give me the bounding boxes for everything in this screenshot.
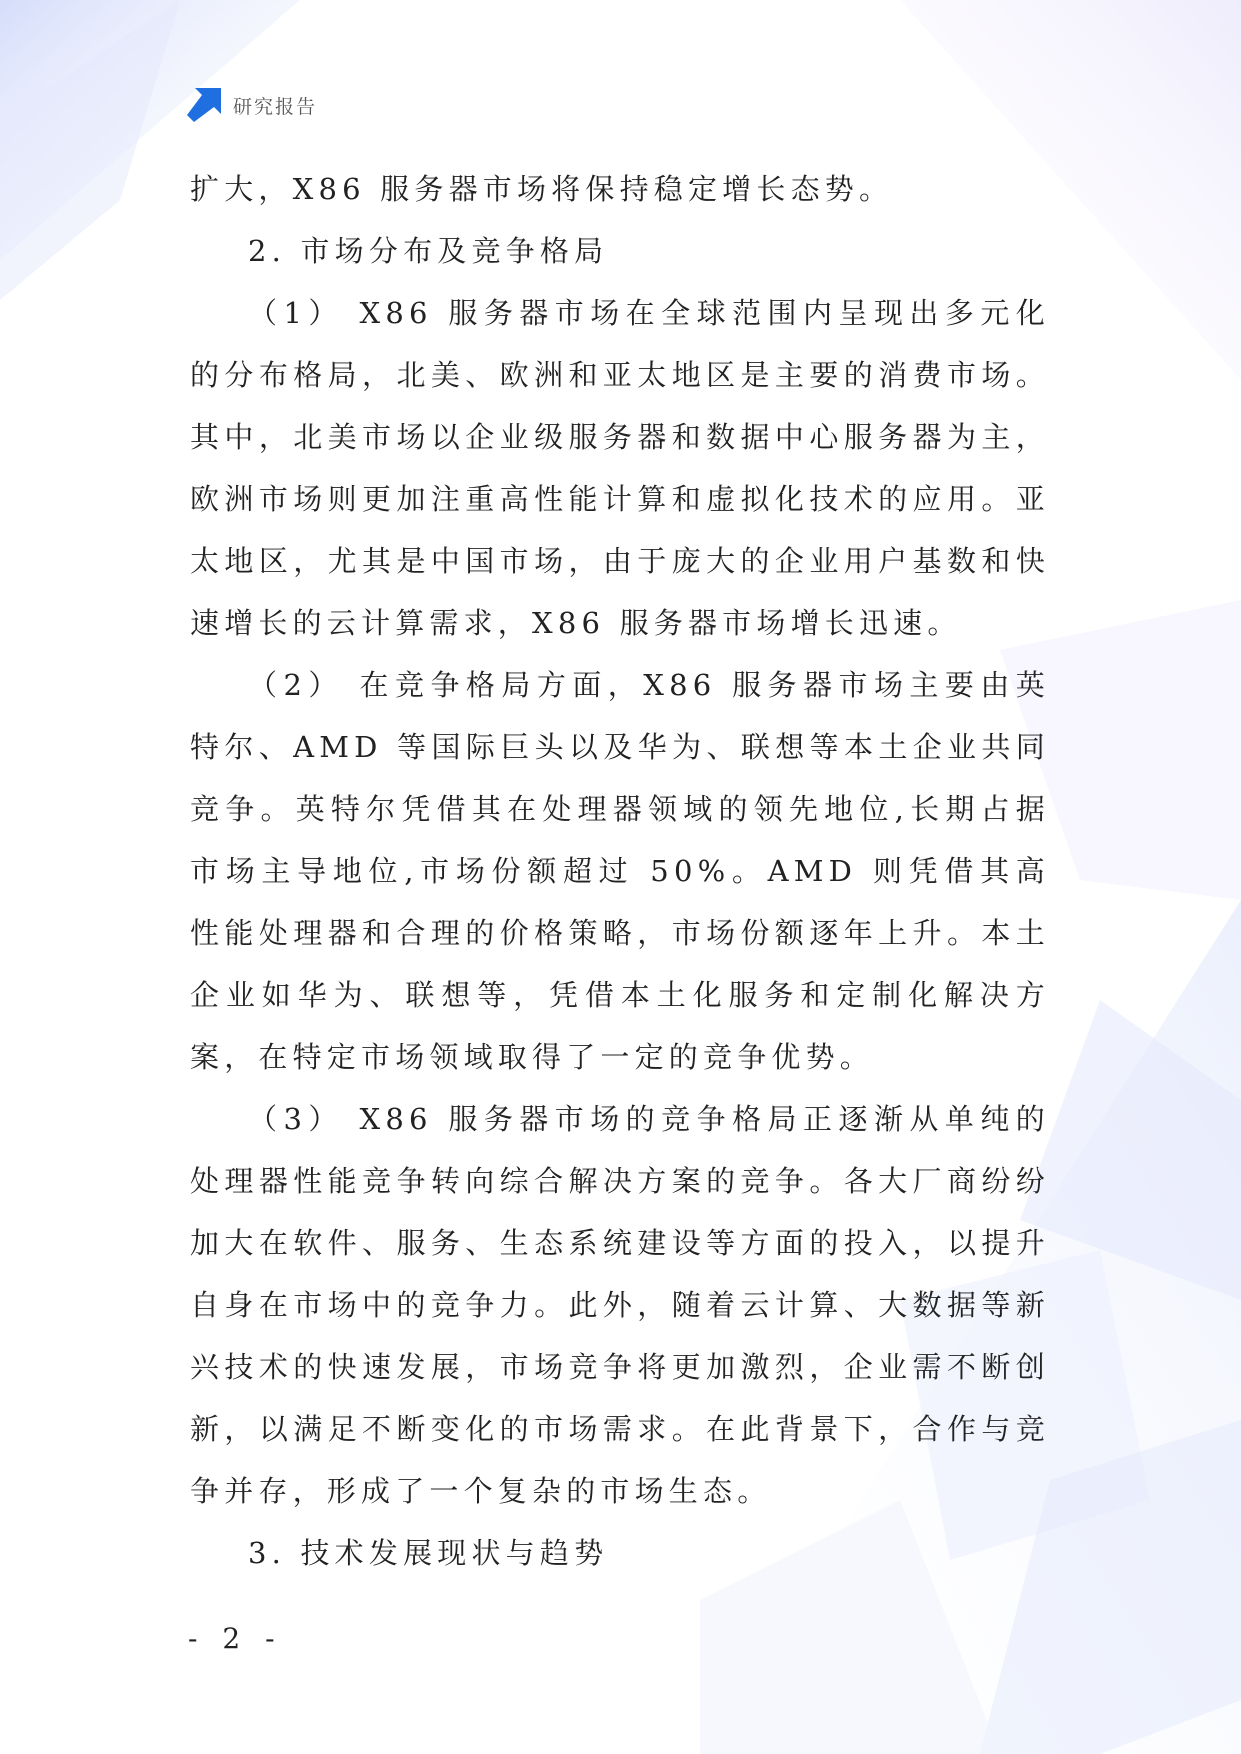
paragraph-continuation: 扩大，X86 服务器市场将保持稳定增长态势。 <box>190 172 894 206</box>
section-heading-2: 2. 市场分布及竞争格局 <box>248 234 609 268</box>
header <box>187 88 317 122</box>
paragraph-1: （1） X86 服务器市场在全球范围内呈现出多元化的分布格局，北美、欧洲和亚太地区是主要的消费市场。其中，北美市场以企业级服务器和数据中心服务器为主，欧洲市场则更加注重高性能计算和虚拟化技术的应用。亚太地区，尤其是中国市场，由于庞大的企业用户基数和快速增长的云计算需求，X86 服务器市场增长迅速。 <box>190 296 1050 640</box>
paragraph-3: （3） X86 服务器市场的竞争格局正逐渐从单纯的处理器性能竞争转向综合解决方案的竞争。各大厂商纷纷加大在软件、服务、生态系统建设等方面的投入，以提升自身在市场中的竞争力。此外，随着云计算、大数据等新兴技术的快速发展，市场竞争将更加激烈，企业需不断创新，以满足不断变化的市场需求。在此背景下，合作与竞争并存，形成了一个复杂的市场生态。 <box>190 1102 1050 1508</box>
header-label: 研究报告 <box>233 95 318 118</box>
document-body <box>190 158 1050 1584</box>
section-heading-3: 3. 技术发展现状与趋势 <box>248 1536 609 1570</box>
paragraph-2: （2） 在竞争格局方面，X86 服务器市场主要由英特尔、AMD 等国际巨头以及华为、联想等本土企业共同竞争。英特尔凭借其在处理器领域的领先地位,长期占据市场主导地位,市场份额超过 50%。AMD 则凭借其高性能处理器和合理的价格策略，市场份额逐年上升。本土企业如华为、联想等，凭借本土化服务和定制化解决方案，在特定市场领域取得了一定的竞争优势。 <box>190 668 1050 1074</box>
page-number: - 2 - <box>188 1622 283 1655</box>
arrow-logo-icon <box>187 88 221 122</box>
